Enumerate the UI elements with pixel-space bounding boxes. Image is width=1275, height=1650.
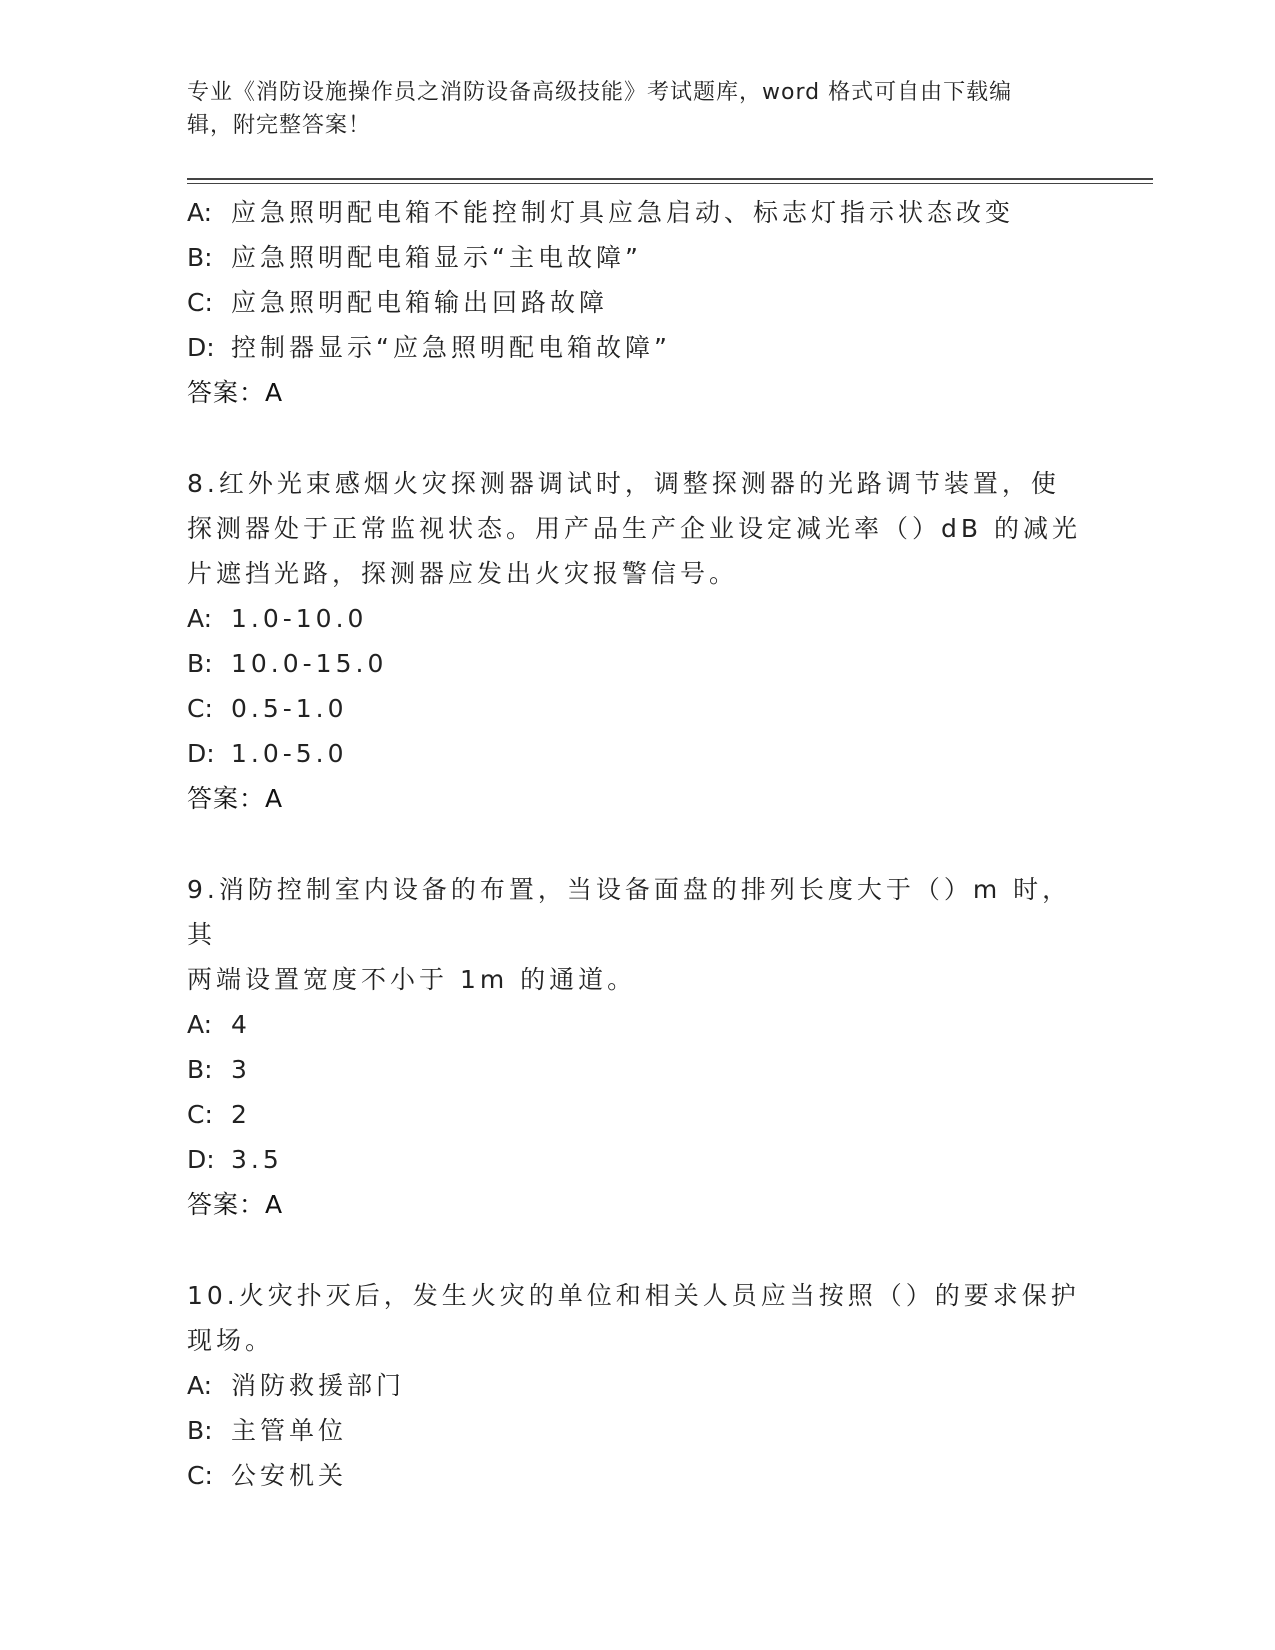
question-content [187, 190, 1087, 1498]
option-a: A: 4 [187, 1010, 251, 1039]
option-b: B: 10.0-15.0 [187, 649, 388, 678]
intro-line: 辑，附完整答案！ [187, 113, 372, 138]
option-b: B: 应急照明配电箱显示“主电故障” [187, 243, 642, 272]
question-text-line: 10.火灾扑灭后，发生火灾的单位和相关人员应当按照（）的要求保护 [187, 1281, 1080, 1310]
header-divider [187, 178, 1153, 180]
option-d: D: 控制器显示“应急照明配电箱故障” [187, 333, 671, 362]
header-divider-thin [187, 183, 1153, 184]
question-block-8 [187, 461, 1087, 821]
option-a: A: 应急照明配电箱不能控制灯具应急启动、标志灯指示状态改变 [187, 198, 1015, 227]
question-text-line: 片遮挡光路，探测器应发出火灾报警信号。 [187, 559, 739, 588]
question-text-line: 现场。 [187, 1326, 275, 1355]
question-block-10 [187, 1273, 1087, 1498]
option-c: C: 0.5-1.0 [187, 694, 348, 723]
option-b: B: 主管单位 [187, 1416, 348, 1445]
option-b: B: 3 [187, 1055, 251, 1084]
question-block-7 [187, 190, 1087, 415]
answer-label: 答案：A [187, 378, 284, 407]
intro-line: 专业《消防设施操作员之消防设备高级技能》考试题库，word 格式可自由下载编 [187, 80, 1013, 105]
answer-label: 答案：A [187, 784, 284, 813]
option-c: C: 2 [187, 1100, 251, 1129]
question-text-line: 9.消防控制室内设备的布置，当设备面盘的排列长度大于（）m 时，其 [187, 875, 1072, 949]
option-a: A: 消防救援部门 [187, 1371, 406, 1400]
option-c: C: 应急照明配电箱输出回路故障 [187, 288, 609, 317]
question-block-9 [187, 867, 1087, 1227]
question-text-line: 两端设置宽度不小于 1m 的通道。 [187, 965, 637, 994]
document-intro [187, 76, 1077, 142]
option-a: A: 1.0-10.0 [187, 604, 368, 633]
answer-label: 答案：A [187, 1190, 284, 1219]
question-text-line: 探测器处于正常监视状态。用产品生产企业设定减光率（）dB 的减光 [187, 514, 1081, 543]
option-d: D: 1.0-5.0 [187, 739, 348, 768]
option-c: C: 公安机关 [187, 1461, 348, 1490]
option-d: D: 3.5 [187, 1145, 283, 1174]
question-text-line: 8.红外光束感烟火灾探测器调试时，调整探测器的光路调节装置，使 [187, 469, 1060, 498]
